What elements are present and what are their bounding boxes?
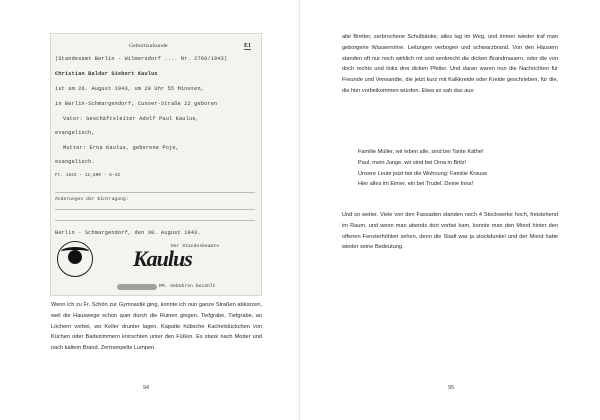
certificate-divider xyxy=(55,209,255,210)
right-page-paragraph-1: alte Bretter, zerbrochene Schulbänke, alles lag im Weg, und immer wieder traf man geborgene Wasserrohre. Leitungen verbogen und schwarzbrand. Von den Häusern standen oft nur noch wirklich rot und senkrecht die dicken Brandmauern, oder die von doch rechts und links drei dicken Pfeiler. Und daran waren nun die Nachrichten für Freunde und Verwandte, die jetzt kurz mit Kalkkreide oder Kreide geschrieben, für die, die hier vorbeikommen würden. Etwa so sah das aus: xyxy=(342,34,558,94)
certificate-father-line: Vater: Geschäftsleiter Adolf Paul Kaulus, xyxy=(63,116,199,122)
certificate-number: E1 xyxy=(243,43,251,49)
list-item: Paul, mein Junge, wir sind bei Oma in Britz! xyxy=(358,159,467,166)
message-list xyxy=(358,147,558,190)
seal-emblem xyxy=(68,250,82,264)
left-page-number: 94 xyxy=(143,385,150,391)
right-page-paragraph-2: Und so weiter. Viele von den Fassaden standen noch 4 Stockwerke hoch, freistehend im Raum, und wenn man abends dort vorbei kam, konnte man den Mond hinter den offenen Fensterhöhlen sehen, denn die Stadt war ja stockdunkel und der Mond hatte wieder seine Bedeutung. xyxy=(342,212,558,251)
official-seal xyxy=(57,241,93,277)
certificate-fee-line: RM. Gebühren bezahlt xyxy=(159,284,216,289)
certificate-place-line: in Berlin-Schmargendorf, Cunoer-Straße 22 geboren xyxy=(55,101,218,107)
certificate-father-religion: evangelisch, xyxy=(55,130,95,136)
certificate-changes-label: Änderungen der Eintragung: xyxy=(55,197,129,202)
right-page-number: 95 xyxy=(448,385,455,391)
certificate-divider xyxy=(55,220,255,221)
certificate-divider xyxy=(55,192,255,193)
certificate-office-line: (Standesamt Berlin - Wilmersdorf .... Nr. 2760/1943) xyxy=(55,56,228,62)
list-item: Familie Müller, wir leben alle, sind bei Tante Käthe! xyxy=(358,149,484,155)
list-item: Hier alles im Eimer, ein bei Trudel. Deine Inna! xyxy=(358,181,474,188)
certificate-date-line: Berlin - Schmargendorf, den 30. August 1943. xyxy=(55,230,201,236)
certificate-name-line: Christian Baldur Siebert Kaulus xyxy=(55,71,158,77)
certificate-registrar-label: Der Standesbeamte xyxy=(171,244,220,249)
certificate-form-number: Ft. 1943 - 12,500 - 6-43 xyxy=(55,174,121,178)
left-page-paragraph: Wenn ich zu Fr. Schön zur Gymnastik ging, konnte ich nun ganze Straßen abkürzen, weil die Hauswege schon quer durch die Ruinen gingen. Tiefgrabe, Tiefgrabe, an Löchern vorbei, wo Keller drunter lagen. Kaputte hübsche Kachelstückchen von Küchen oder Badezimmern knirschten unter den Füßen. Es stank nach Moder und nach kaltem Brand. Zertrampelte Lumpen. xyxy=(51,302,262,352)
right-page xyxy=(300,0,600,420)
certificate-born-line: ist am 26. August 1943, um 20 Uhr 55 Minuten, xyxy=(55,86,205,92)
registrar-signature: Kaulus xyxy=(133,246,192,271)
birth-certificate-scan xyxy=(50,33,262,296)
certificate-mother-religion: evangelisch. xyxy=(55,159,95,165)
ink-stamp-smudge xyxy=(117,284,157,290)
list-item: Unsere Leute jetzt bei die Wohnung: Familie Krause xyxy=(358,170,488,177)
certificate-mother-line: Mutter: Erna Kaulus, geborene Poje, xyxy=(63,145,179,151)
certificate-title: Geburtsurkunde xyxy=(129,43,168,49)
